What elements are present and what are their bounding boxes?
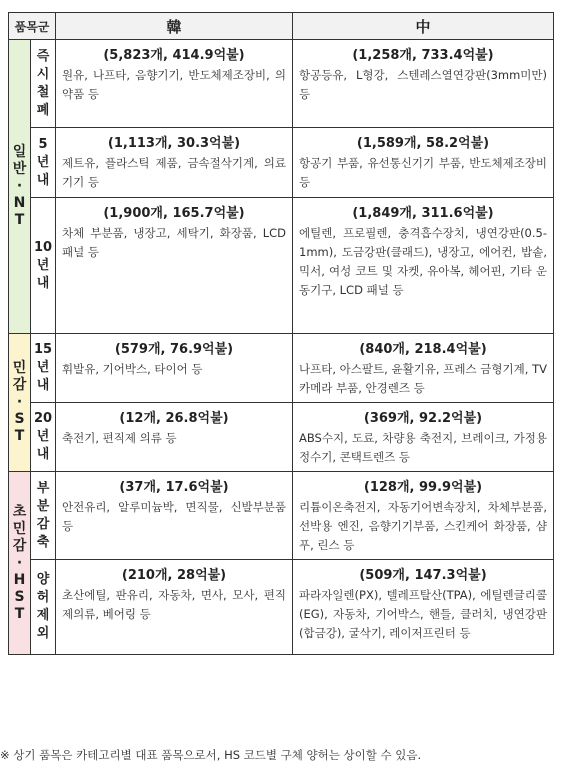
- period-label-char: 15: [33, 342, 53, 357]
- korea-summary: (579개, 76.9억불): [114, 342, 234, 357]
- header-korea: 韓: [56, 13, 293, 40]
- table-row: [9, 472, 554, 560]
- group-label-char: H: [13, 571, 26, 588]
- china-items: ABS수지, 도료, 차량용 축전지, 브레이크, 가정용 정수기, 콘택트렌즈 등: [299, 431, 547, 464]
- china-summary: (1,258개, 733.4억불): [352, 48, 494, 63]
- group-label-char: T: [14, 605, 25, 622]
- group-label: [9, 40, 31, 334]
- korea-items: 축전기, 편직제 의류 등: [62, 431, 177, 445]
- china-cell: [293, 40, 554, 128]
- korea-cell: [56, 560, 293, 655]
- period-label: [31, 403, 56, 472]
- period-label-char: 감: [36, 516, 50, 532]
- korea-items: 차체 부분품, 냉장고, 세탁기, 화장품, LCD 패널 등: [62, 226, 286, 259]
- period-label: [31, 40, 56, 128]
- korea-cell: [56, 472, 293, 560]
- china-cell: [293, 128, 554, 198]
- china-cell: [293, 334, 554, 403]
- period-label-char: 제: [36, 608, 50, 623]
- korea-cell: [56, 128, 293, 198]
- china-cell: [293, 560, 554, 655]
- korea-summary: (1,900개, 165.7억불): [103, 206, 245, 221]
- group-label-char: ·: [16, 394, 23, 410]
- table-row: [9, 128, 554, 198]
- period-label-char: 분: [36, 498, 50, 514]
- group-label: [9, 472, 31, 655]
- period-label-char: 년: [36, 429, 50, 444]
- period-label-char: 폐: [36, 102, 50, 118]
- group-label-char: 민: [12, 360, 27, 376]
- tariff-concession-table: [8, 12, 554, 655]
- korea-summary: (5,823개, 414.9억불): [103, 48, 245, 63]
- korea-items: 제트유, 플라스틱 제품, 금속절삭기계, 의료기기 등: [62, 156, 286, 189]
- period-label: [31, 128, 56, 198]
- korea-items: 휘발유, 기어박스, 타이어 등: [62, 362, 203, 376]
- china-summary: (509개, 147.3억불): [359, 568, 487, 583]
- header-product-group: 품목군: [9, 13, 56, 40]
- korea-items: 초산에틸, 판유리, 자동차, 면사, 모사, 편직제의류, 베어링 등: [62, 588, 286, 621]
- korea-cell: [56, 403, 293, 472]
- table-row: [9, 560, 554, 655]
- china-summary: (840개, 218.4억불): [359, 342, 487, 357]
- period-label-char: 5: [38, 136, 48, 152]
- korea-summary: (37개, 17.6억불): [119, 480, 229, 495]
- period-label-char: 내: [36, 447, 50, 462]
- korea-cell: [56, 198, 293, 334]
- group-label-char: 초: [12, 503, 27, 520]
- china-summary: (128개, 99.9억불): [363, 480, 483, 495]
- korea-summary: (210개, 28억불): [121, 568, 227, 583]
- period-label-char: 10: [33, 239, 53, 255]
- korea-cell: [56, 40, 293, 128]
- group-label-char: ·: [16, 178, 23, 194]
- china-items: 나프타, 아스팔트, 윤활기유, 프레스 금형기계, TV카메라 부품, 안경렌즈 등: [299, 362, 547, 395]
- group-label-char: 감: [12, 377, 27, 393]
- period-label: [31, 560, 56, 655]
- period-label-char: 부: [36, 480, 50, 496]
- group-label: [9, 334, 31, 472]
- group-label-char: ·: [16, 554, 23, 571]
- period-label: [31, 334, 56, 403]
- period-label-char: 내: [36, 275, 50, 291]
- group-label-char: T: [14, 428, 25, 444]
- korea-cell: [56, 334, 293, 403]
- china-cell: [293, 198, 554, 334]
- header-row: [9, 13, 554, 40]
- period-label-char: 철: [36, 84, 50, 100]
- period-label-char: 년: [36, 257, 50, 273]
- group-label-char: S: [14, 411, 25, 427]
- china-items: 항공등유, L형강, 스텐레스열연강판(3mm미만) 등: [299, 68, 547, 101]
- group-label-char: T: [14, 212, 25, 228]
- china-summary: (1,849개, 311.6억불): [352, 206, 494, 221]
- korea-summary: (12개, 26.8억불): [119, 411, 229, 426]
- period-label-char: 년: [36, 360, 50, 375]
- period-label-char: 시: [36, 66, 50, 82]
- period-label-char: 즉: [36, 48, 50, 64]
- group-label-char: 일: [12, 144, 27, 160]
- table-row: [9, 403, 554, 472]
- period-label-char: 축: [36, 534, 50, 550]
- china-items: 리튬이온축전지, 자동기어변속장치, 차체부분품, 선박용 엔진, 음향기기부품, 스킨케어 화장품, 샴푸, 린스 등: [299, 500, 547, 552]
- group-label-char: N: [13, 195, 26, 211]
- group-label-char: 반: [12, 161, 27, 177]
- period-label-char: 내: [36, 378, 50, 393]
- period-label-char: 20: [33, 411, 53, 426]
- china-items: 파라자일렌(PX), 텔레프탈산(TPA), 에틸렌글리콜(EG), 자동차, 기어박스, 핸들, 클러치, 냉연강판(합금강), 굴삭기, 레이저프린터 등: [299, 588, 547, 640]
- header-china: 中: [293, 13, 554, 40]
- china-cell: [293, 403, 554, 472]
- china-cell: [293, 472, 554, 560]
- china-summary: (1,589개, 58.2억불): [356, 136, 490, 151]
- period-label-char: 내: [36, 172, 50, 188]
- footnote: ※ 상기 품목은 카테고리별 대표 품목으로서, HS 코드별 구체 양허는 상이할 수 있음.: [0, 748, 422, 762]
- group-label-char: S: [14, 588, 25, 605]
- table-row: [9, 198, 554, 334]
- period-label: [31, 198, 56, 334]
- china-items: 에틸렌, 프로필렌, 충격흡수장치, 냉연강판(0.5-1mm), 도금강판(클래드), 냉장고, 에어컨, 밥솥, 믹서, 여성 코트 및 자켓, 유아복, 헤어핀, 기타 운동기구, LCD 패널 등: [299, 226, 547, 297]
- period-label-char: 외: [36, 626, 50, 641]
- table-row: [9, 40, 554, 128]
- group-label-char: 민: [12, 520, 27, 537]
- korea-items: 안전유리, 알루미늄박, 면직물, 신발부분품 등: [62, 500, 286, 533]
- period-label-char: 양: [36, 572, 50, 587]
- group-label-char: 감: [12, 537, 27, 554]
- china-summary: (369개, 92.2억불): [363, 411, 483, 426]
- period-label: [31, 472, 56, 560]
- korea-summary: (1,113개, 30.3억불): [107, 136, 241, 151]
- china-items: 항공기 부품, 유선통신기기 부품, 반도체제조장비 등: [299, 156, 547, 189]
- period-label-char: 년: [36, 154, 50, 170]
- korea-items: 원유, 나프타, 음향기기, 반도체제조장비, 의약품 등: [62, 68, 286, 101]
- table-row: [9, 334, 554, 403]
- period-label-char: 허: [36, 590, 50, 605]
